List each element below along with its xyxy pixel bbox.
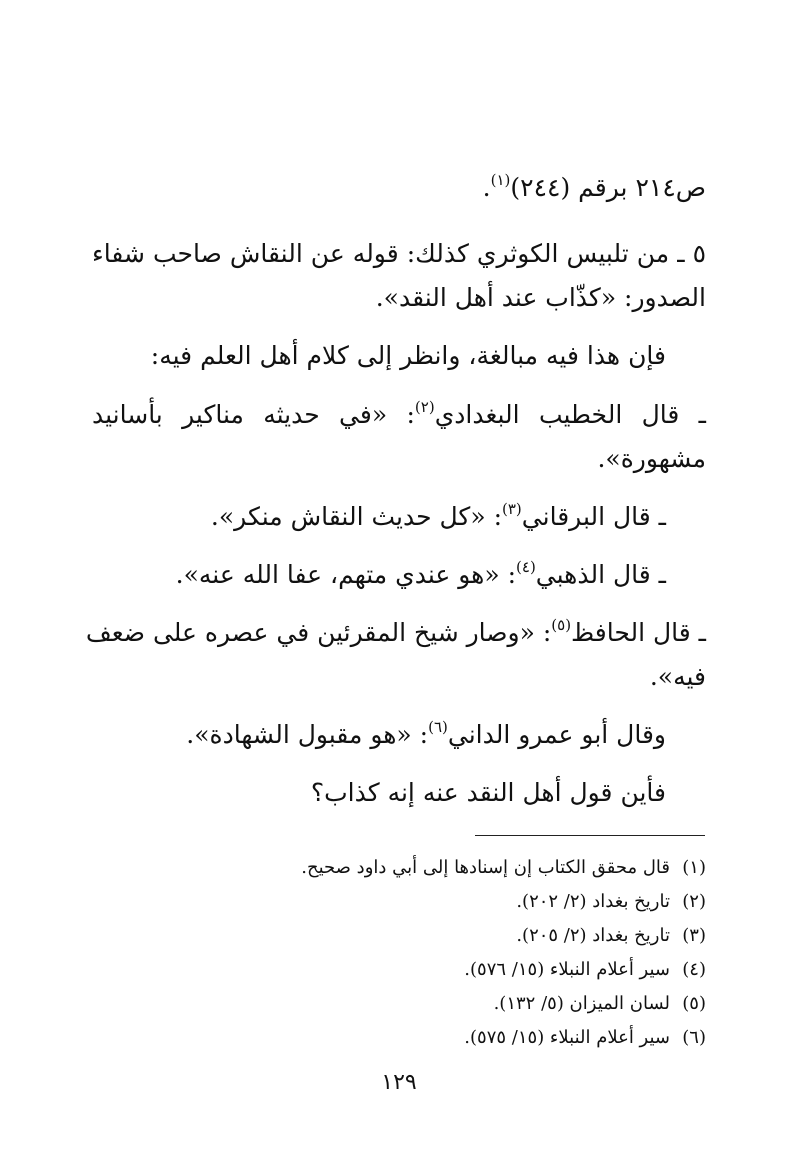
text-line-9	[85, 611, 706, 655]
footnote-2	[92, 886, 706, 918]
text-span: ص٢١٤ برقم (٢٤٤)	[510, 173, 706, 202]
footnote-1	[92, 852, 706, 884]
text-line-4: فإن هذا فيه مبالغة، وانظر إلى كلام أهل العلم فيه:	[150, 341, 666, 370]
text-span: ـ قال الذهبي	[535, 560, 666, 589]
text-span: ـ قال الخطيب البغدادي	[434, 400, 706, 429]
footnote-text: تاريخ بغداد (٢/ ٢٠٢).	[516, 891, 670, 912]
text-line-11	[92, 713, 666, 757]
footnote-number: (١)	[682, 857, 706, 878]
text-line-2: ٥ ـ من تلبيس الكوثري كذلك: قوله عن النقاش صاحب شفاء	[92, 239, 706, 268]
footnote-number: (٦)	[682, 1027, 706, 1048]
footnote-ref-1: (١)	[490, 170, 511, 189]
text-span: : «كل حديث النقاش منكر».	[210, 502, 502, 531]
text-line-10: فيه».	[649, 662, 706, 691]
footnote-separator	[475, 835, 705, 836]
footnote-number: (٤)	[682, 959, 706, 980]
footnote-6	[92, 1022, 706, 1054]
text-span: ـ قال البرقاني	[521, 502, 666, 531]
footnote-5	[92, 988, 706, 1020]
text-span: : «في حديثه مناكير بأسانيد	[92, 400, 415, 429]
text-span: ـ قال الحافظ	[571, 618, 706, 647]
footnote-ref-2: (٢)	[414, 397, 435, 416]
text-line-8	[92, 553, 666, 597]
footnote-ref-4: (٤)	[516, 557, 536, 576]
footnote-text: تاريخ بغداد (٢/ ٢٠٥).	[516, 925, 670, 946]
footnote-4	[92, 954, 706, 986]
footnote-number: (٣)	[682, 925, 706, 946]
text-span: : «وصار شيخ المقرئين في عصره على ضعف	[85, 618, 552, 647]
footnote-3	[92, 920, 706, 952]
footnote-ref-3: (٣)	[502, 499, 522, 518]
text-span: وقال أبو عمرو الداني	[447, 720, 666, 749]
text-line-1: ص٢١٤ برقم (٢٤٤)$^{(١)}$.	[482, 170, 706, 202]
text-line-6: مشهورة».	[597, 444, 706, 473]
footnote-text: قال محقق الكتاب إن إسنادها إلى أبي داود صحيح.	[301, 857, 670, 878]
text-span: : «هو مقبول الشهادة».	[186, 720, 429, 749]
text-line-12: فأين قول أهل النقد عنه إنه كذاب؟	[310, 778, 666, 807]
footnote-ref-6: (٦)	[428, 717, 448, 736]
footnote-text: سير أعلام النبلاء (١٥/ ٥٧٦).	[464, 959, 670, 980]
text-line-3: الصدور: «كذّاب عند أهل النقد».	[375, 283, 706, 312]
footnote-number: (٥)	[682, 993, 706, 1014]
footnote-text: سير أعلام النبلاء (١٥/ ٥٧٥).	[464, 1027, 670, 1048]
text-line-5	[92, 393, 706, 437]
footnote-ref-5: (٥)	[551, 615, 572, 634]
footnote-text: لسان الميزان (٥/ ١٣٢).	[493, 993, 670, 1014]
page-number: ١٢٩	[381, 1070, 417, 1095]
text-line-7	[92, 495, 666, 539]
footnote-number: (٢)	[682, 891, 706, 912]
text-span: : «هو عندي متهم، عفا الله عنه».	[175, 560, 517, 589]
